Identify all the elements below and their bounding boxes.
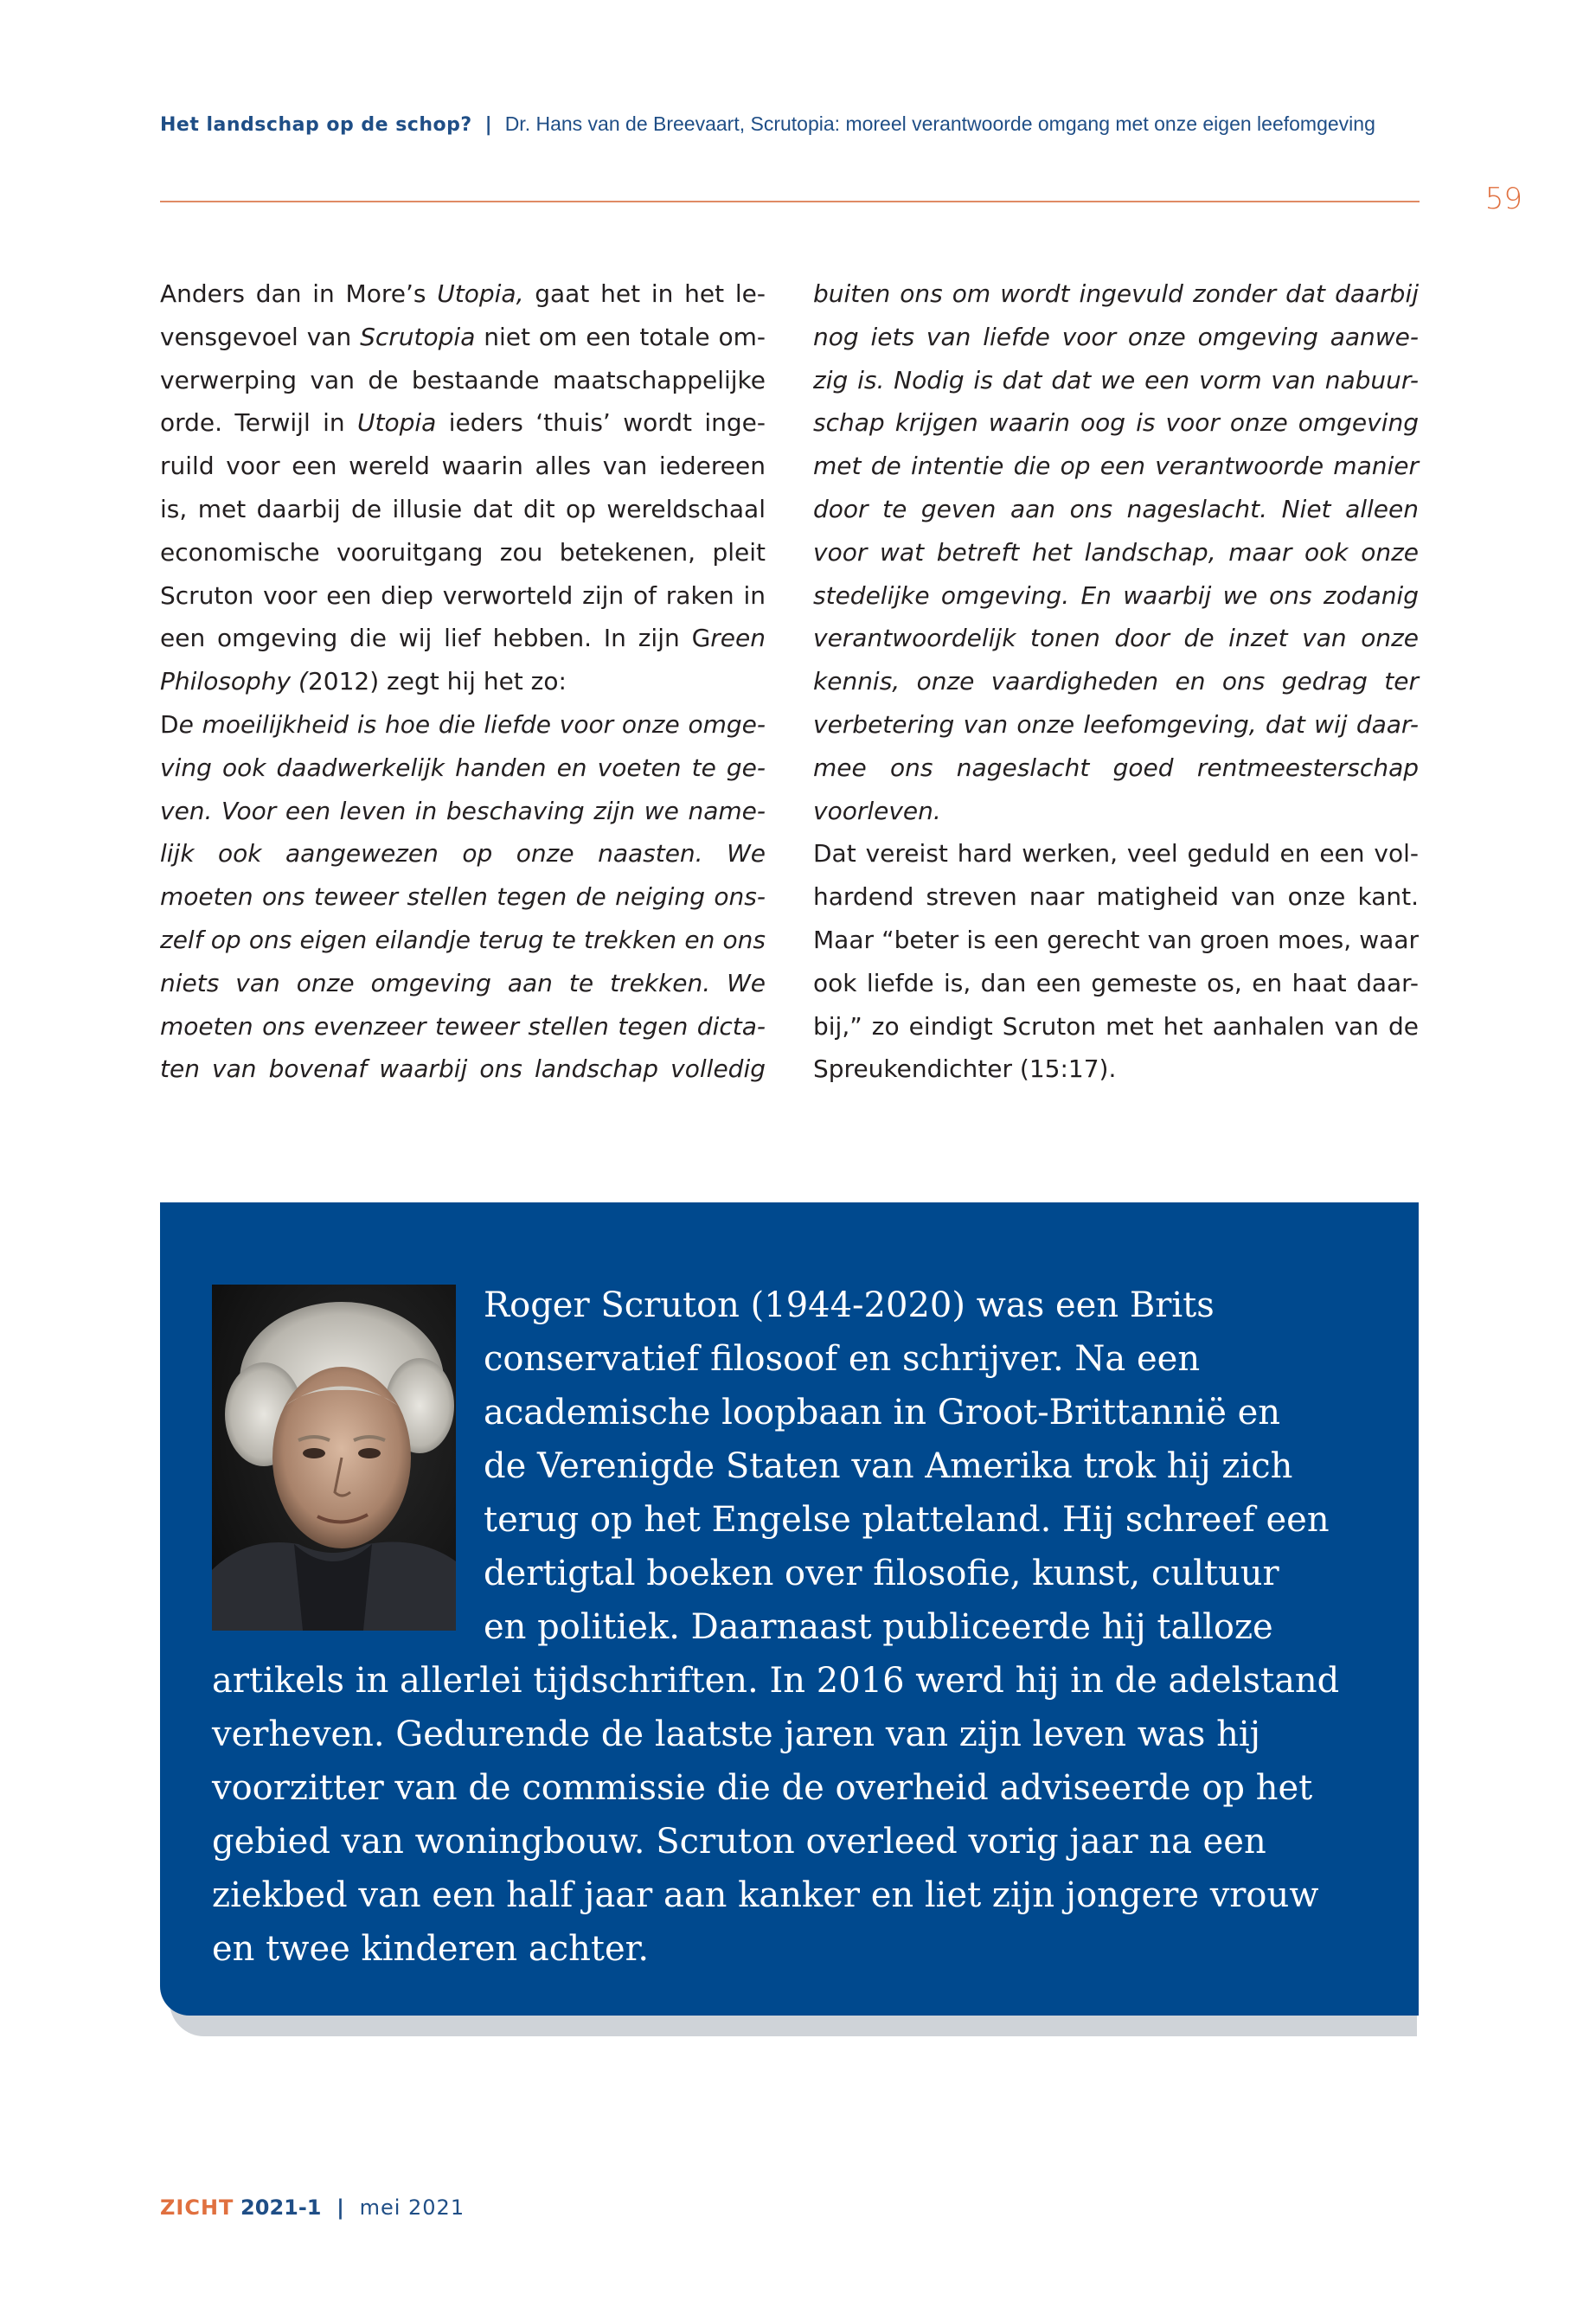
quote-line: zelf op ons eigen eilandje terug te trekken en ons	[160, 925, 766, 954]
bio-box	[160, 1202, 1419, 2016]
bio-line: Roger Scruton (1944-2020) was een Brits	[484, 1285, 1215, 1325]
article-title: Dr. Hans van de Breevaart, Scrutopia: moreel verantwoorde omgang met onze eigen leefomgeving	[504, 112, 1375, 135]
quote-line: voor wat betreft het landschap, maar ook onze	[813, 537, 1419, 567]
quote-line: moeten ons teweer stellen tegen de neiging ons-	[160, 882, 766, 912]
body-line: ook liefde is, dan een gemeste os, en haat daar-	[813, 968, 1419, 997]
body-line: is, met daarbij de illusie dat dit op wereldschaal	[160, 494, 766, 523]
bio-line: academische loopbaan in Groot-Brittannië en	[484, 1393, 1281, 1433]
bio-line: conservatief filosoof en schrijver. Na een	[484, 1339, 1201, 1379]
body-line: Spreukendichter (15:17).	[813, 1054, 1117, 1084]
bio-line: de Verenigde Staten van Amerika trok hij zich	[484, 1446, 1293, 1486]
quote-line: lijk ook aangewezen op onze naasten. We	[160, 839, 766, 868]
quote-line: nog iets van liefde voor onze omgeving aanwe-	[813, 322, 1419, 351]
body-line: economische vooruitgang zou betekenen, pleit	[160, 537, 766, 567]
body-line: hardend streven naar matigheid van onze kant.	[813, 882, 1419, 912]
bio-line: terug op het Engelse platteland. Hij schreef een	[484, 1500, 1330, 1540]
body-line: bij,” zo eindigt Scruton met het aanhalen van de	[813, 1011, 1419, 1041]
quote-line: voorleven.	[813, 796, 941, 825]
bio-line: en politiek. Daarnaast publiceerde hij talloze	[484, 1607, 1273, 1647]
quote-line: niets van onze omgeving aan te trekken. We	[160, 968, 766, 997]
body-line: een omgeving die wij lief hebben. In zijn Green	[160, 624, 766, 653]
header-separator: |	[484, 114, 492, 136]
body-line: ruild voor een wereld waarin alles van iedereen	[160, 452, 766, 481]
running-head	[160, 112, 1423, 136]
page-footer	[160, 2195, 465, 2220]
page-number: 59	[1484, 182, 1522, 216]
bio-line: verheven. Gedurende de laatste jaren van zijn leven was hij	[212, 1715, 1261, 1754]
bio-line: gebied van woningbouw. Scruton overleed vorig jaar na een	[212, 1822, 1266, 1862]
quote-line: buiten ons om wordt ingevuld zonder dat daarbij	[813, 279, 1419, 308]
quote-line: met de intentie die op een verantwoorde manier	[813, 452, 1419, 481]
quote-line: moeten ons evenzeer teweer stellen tegen dicta-	[160, 1011, 766, 1041]
quote-line: verantwoordelijk tonen door de inzet van onze	[813, 624, 1419, 653]
bio-text	[212, 1279, 1371, 1976]
header-rule	[160, 201, 1420, 202]
body-line: Scruton voor een diep verworteld zijn of raken in	[160, 580, 766, 610]
body-line: orde. Terwijl in Utopia ieders ‘thuis’ wordt inge-	[160, 408, 766, 438]
body-line: vensgevoel van Scrutopia niet om een totale om-	[160, 322, 766, 351]
quote-line: kennis, onze vaardigheden en ons gedrag ter	[813, 667, 1419, 696]
body-line: Dat vereist hard werken, veel geduld en een vol-	[813, 839, 1419, 868]
bio-line: artikels in allerlei tijdschriften. In 2016 werd hij in de adelstand	[212, 1661, 1340, 1701]
right-column	[813, 272, 1419, 1091]
bio-line: en twee kinderen achter.	[212, 1929, 650, 1969]
body-line: Maar “beter is een gerecht van groen moes, waar	[813, 925, 1419, 954]
quote-line: ten van bovenaf waarbij ons landschap volledig	[160, 1054, 766, 1084]
quote-line: ven. Voor een leven in beschaving zijn we name-	[160, 796, 766, 825]
magazine-name: ZICHT	[160, 2195, 234, 2220]
quote-line: stedelijke omgeving. En waarbij we ons zodanig	[813, 580, 1419, 610]
quote-line: zig is. Nodig is dat dat we een vorm van nabuur-	[813, 365, 1419, 394]
footer-separator: |	[337, 2195, 344, 2220]
bio-line: voorzitter van de commissie die de overheid adviseerde op het	[212, 1768, 1313, 1808]
section-title: Het landschap op de schop?	[160, 114, 472, 136]
body-line: Philosophy (2012) zegt hij het zo:	[160, 667, 567, 696]
quote-line: mee ons nageslacht goed rentmeesterschap	[813, 753, 1419, 782]
quote-line: ving ook daadwerkelijk handen en voeten te ge-	[160, 753, 766, 782]
quote-line: door te geven aan ons nageslacht. Niet alleen	[813, 494, 1419, 523]
bio-line: ziekbed van een half jaar aan kanker en liet zijn jongere vrouw	[212, 1875, 1319, 1915]
issue-date: mei 2021	[359, 2195, 465, 2220]
issue-number: 2021-1	[240, 2195, 322, 2220]
bio-line: dertigtal boeken over filosofie, kunst, cultuur	[484, 1554, 1279, 1593]
quote-line: schap krijgen waarin oog is voor onze omgeving	[813, 408, 1419, 438]
quote-line: verbetering van onze leefomgeving, dat wij daar-	[813, 709, 1419, 739]
body-line: Anders dan in More’s Utopia, gaat het in het le-	[160, 279, 766, 308]
left-column	[160, 272, 766, 1091]
quote-line: De moeilijkheid is hoe die liefde voor onze omge-	[160, 709, 766, 739]
body-line: verwerping van de bestaande maatschappelijke	[160, 365, 766, 394]
